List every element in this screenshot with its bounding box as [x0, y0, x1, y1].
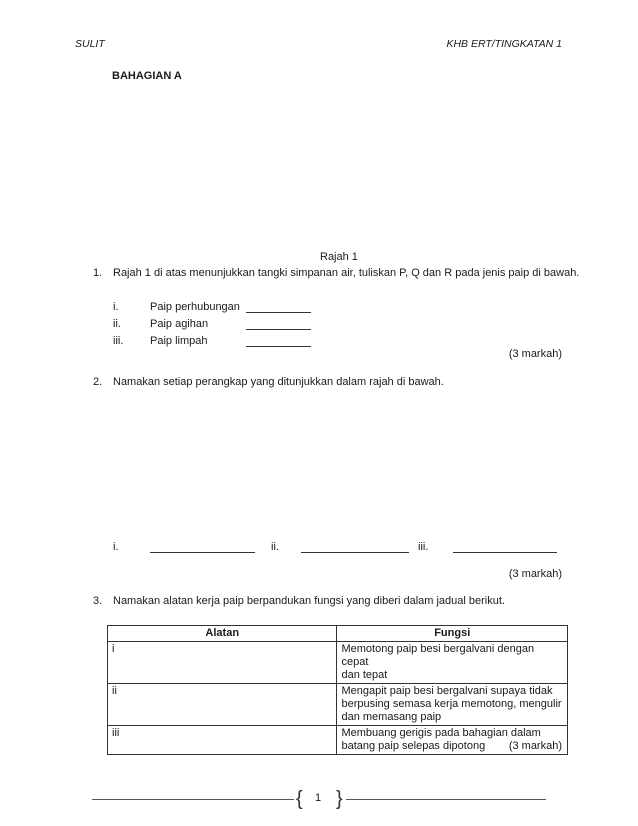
fungsi-line: Mengapit paip besi bergalvani supaya tidak [341, 685, 553, 697]
section-title: BAHAGIAN A [112, 70, 182, 82]
row-number: i [112, 643, 115, 655]
page-number: 1 [315, 792, 322, 804]
alatan-cell[interactable] [108, 726, 337, 755]
q3-text: Namakan alatan kerja paip berpandukan fungsi yang diberi dalam jadual berikut. [113, 595, 505, 607]
figure-caption: Rajah 1 [320, 251, 358, 263]
q3-number: 3. [93, 595, 103, 607]
q2-answer-3-blank[interactable] [453, 541, 557, 553]
footer-brace-left: { [296, 788, 303, 810]
q1-item-1-num: i. [113, 301, 119, 313]
q1-item-2-label: Paip agihan [150, 318, 209, 330]
fungsi-cell [337, 684, 568, 726]
q3-marks: (3 markah) [508, 740, 562, 752]
fungsi-line: Memotong paip besi bergalvani dengan cepat [341, 643, 535, 668]
alatan-cell[interactable] [108, 684, 337, 726]
q2-answer-3-num: iii. [418, 541, 429, 553]
q1-item-1-label: Paip perhubungan [150, 301, 240, 313]
q2-number: 2. [93, 376, 103, 388]
q1-marks: (3 markah) [508, 348, 562, 360]
q1-item-3-num: iii. [113, 335, 124, 347]
fungsi-line: Membuang gerigis pada bahagian dalam [341, 727, 541, 739]
fungsi-line: berpusing semasa kerja memotong, mengulir [341, 698, 562, 710]
header-left: SULIT [75, 38, 105, 50]
q1-item-3-answer-blank[interactable] [246, 335, 311, 347]
table-row [108, 726, 568, 755]
table-header-row [108, 626, 568, 642]
q2-marks: (3 markah) [508, 568, 562, 580]
q2-answer-1-num: i. [113, 541, 119, 553]
q2-answer-2-num: ii. [271, 541, 279, 553]
q1-text: Rajah 1 di atas menunjukkan tangki simpanan air, tuliskan P, Q dan R pada jenis paip di bawah. [113, 267, 580, 279]
row-number: ii [112, 685, 117, 697]
table-row [108, 684, 568, 726]
fungsi-line: dan tepat [341, 669, 388, 681]
table-row [108, 642, 568, 684]
header-right: KHB ERT/TINGKATAN 1 [446, 38, 562, 50]
q1-item-2-num: ii. [113, 318, 121, 330]
tools-table [107, 625, 568, 755]
header-fungsi: Fungsi [337, 626, 568, 642]
fungsi-line: batang paip selepas dipotong [341, 740, 486, 752]
header-alatan: Alatan [108, 626, 337, 642]
q2-answer-1-blank[interactable] [150, 541, 255, 553]
q2-text: Namakan setiap perangkap yang ditunjukkan dalam rajah di bawah. [113, 376, 444, 388]
q1-item-1-answer-blank[interactable] [246, 301, 311, 313]
footer-brace-right: } [336, 788, 343, 810]
row-number: iii [112, 727, 120, 739]
fungsi-cell [337, 642, 568, 684]
fungsi-line: dan memasang paip [341, 711, 442, 723]
footer-rule-left [92, 799, 294, 800]
q1-item-3-label: Paip limpah [150, 335, 208, 347]
q1-item-2-answer-blank[interactable] [246, 318, 311, 330]
q1-number: 1. [93, 267, 103, 279]
footer-rule-right [346, 799, 546, 800]
alatan-cell[interactable] [108, 642, 337, 684]
q2-answer-2-blank[interactable] [301, 541, 409, 553]
